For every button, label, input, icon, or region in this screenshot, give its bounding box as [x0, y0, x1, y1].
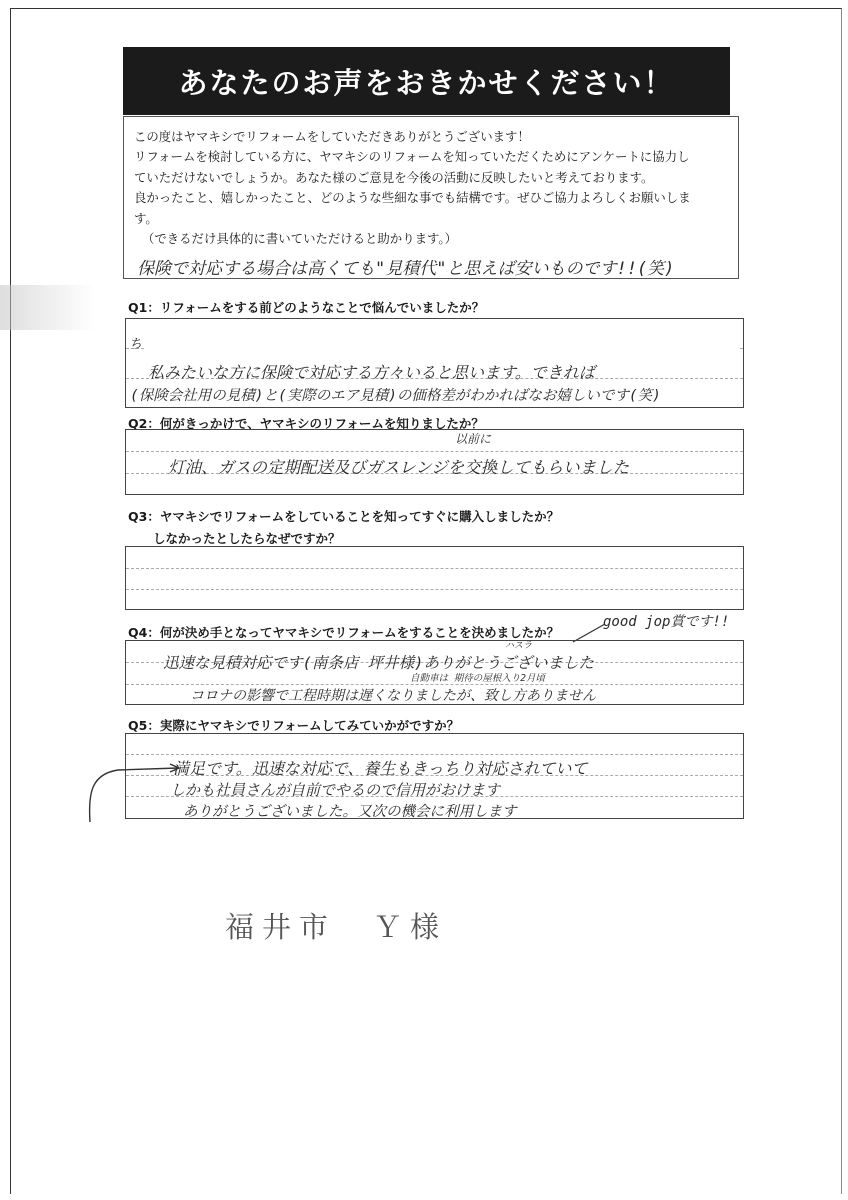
q5-answer-line: 満足です。迅速な対応で、養生もきっちり対応されていて [173, 759, 588, 778]
page-title: あなたのお声をおきかせください！ [123, 47, 730, 115]
customer-signature: 福井市 Ｙ様 [225, 910, 448, 944]
answer-rule [126, 589, 743, 590]
q3-question: Q3：ヤマキシでリフォームをしていることを知ってすぐに購入しましたか？ [128, 509, 560, 524]
q4-annotation: ハスラ [505, 641, 533, 651]
q1-answer-line: 私みたいな方に保険で対応する方々いると思います。できれば [148, 363, 595, 382]
q5-answer-line: しかも社員さんが自前でやるので信用がおけます [170, 781, 501, 799]
q1-answer-fragment: ち [129, 337, 143, 352]
intro-line: す。 [134, 210, 158, 226]
q4-answer-line: コロナの影響で工程時期は遅くなりましたが、致し方ありません [190, 688, 596, 704]
scan-smudge [0, 285, 95, 330]
q1-question: Q1：リフォームをする前どのようなことで悩んでいましたか？ [128, 300, 485, 315]
q2-answer: 灯油、ガスの定期配送及びガスレンジを交換してもらいました [168, 458, 630, 477]
q4-answer-line: 迅速な見積対応です(南条店 坪井様)ありがとうございました [163, 654, 594, 672]
answer-rule [126, 568, 743, 569]
q4-question: Q4：何が決め手となってヤマキシでリフォームをすることを決めましたか？ [128, 625, 560, 640]
q3-answer-box [125, 546, 744, 610]
intro-line: （できるだけ具体的に書いていただけると助かります。） [142, 231, 457, 247]
intro-line: この度はヤマキシでリフォームをしていただきありがとうございます！ [134, 129, 530, 144]
intro-line: リフォームを検討している方に、ヤマキシのリフォームを知っていただくためにアンケートに協力し [134, 149, 690, 165]
answer-rule [126, 754, 743, 755]
q5-answer-line: ありがとうございました。又次の機会に利用します [183, 804, 517, 820]
q2-question: Q2：何がきっかけで、ヤマキシのリフォームを知りましたか？ [128, 416, 484, 431]
q4-answer-sub: 自動車は 期待の屋根入り2月頃 [410, 673, 545, 684]
intro-line: ていただけないでしょうか。あなた様のご意見を今後の活動に反映したいと考えております。 [134, 169, 654, 185]
q3-question-sub: しなかったとしたらなぜですか？ [153, 531, 341, 546]
q4-side-note: good jop賞です!! [603, 614, 730, 630]
redacted-area [144, 321, 740, 361]
q5-question: Q5：実際にヤマキシでリフォームしてみていかがですか？ [128, 718, 460, 733]
q2-annotation: 以前に [455, 432, 492, 446]
intro-line: 良かったこと、嬉しかったこと、どのような些細な事でも結構です。ぜひご協力よろしくお願いしま [134, 190, 691, 206]
q1-answer-line: (保険会社用の見積)と(実際のエア見積)の価格差がわかればなお嬉しいです(笑) [130, 388, 661, 404]
intro-handwritten-comment: 保険で対応する場合は高くても"見積代"と思えば安いものです!!(笑) [137, 259, 675, 279]
answer-rule [126, 451, 743, 452]
